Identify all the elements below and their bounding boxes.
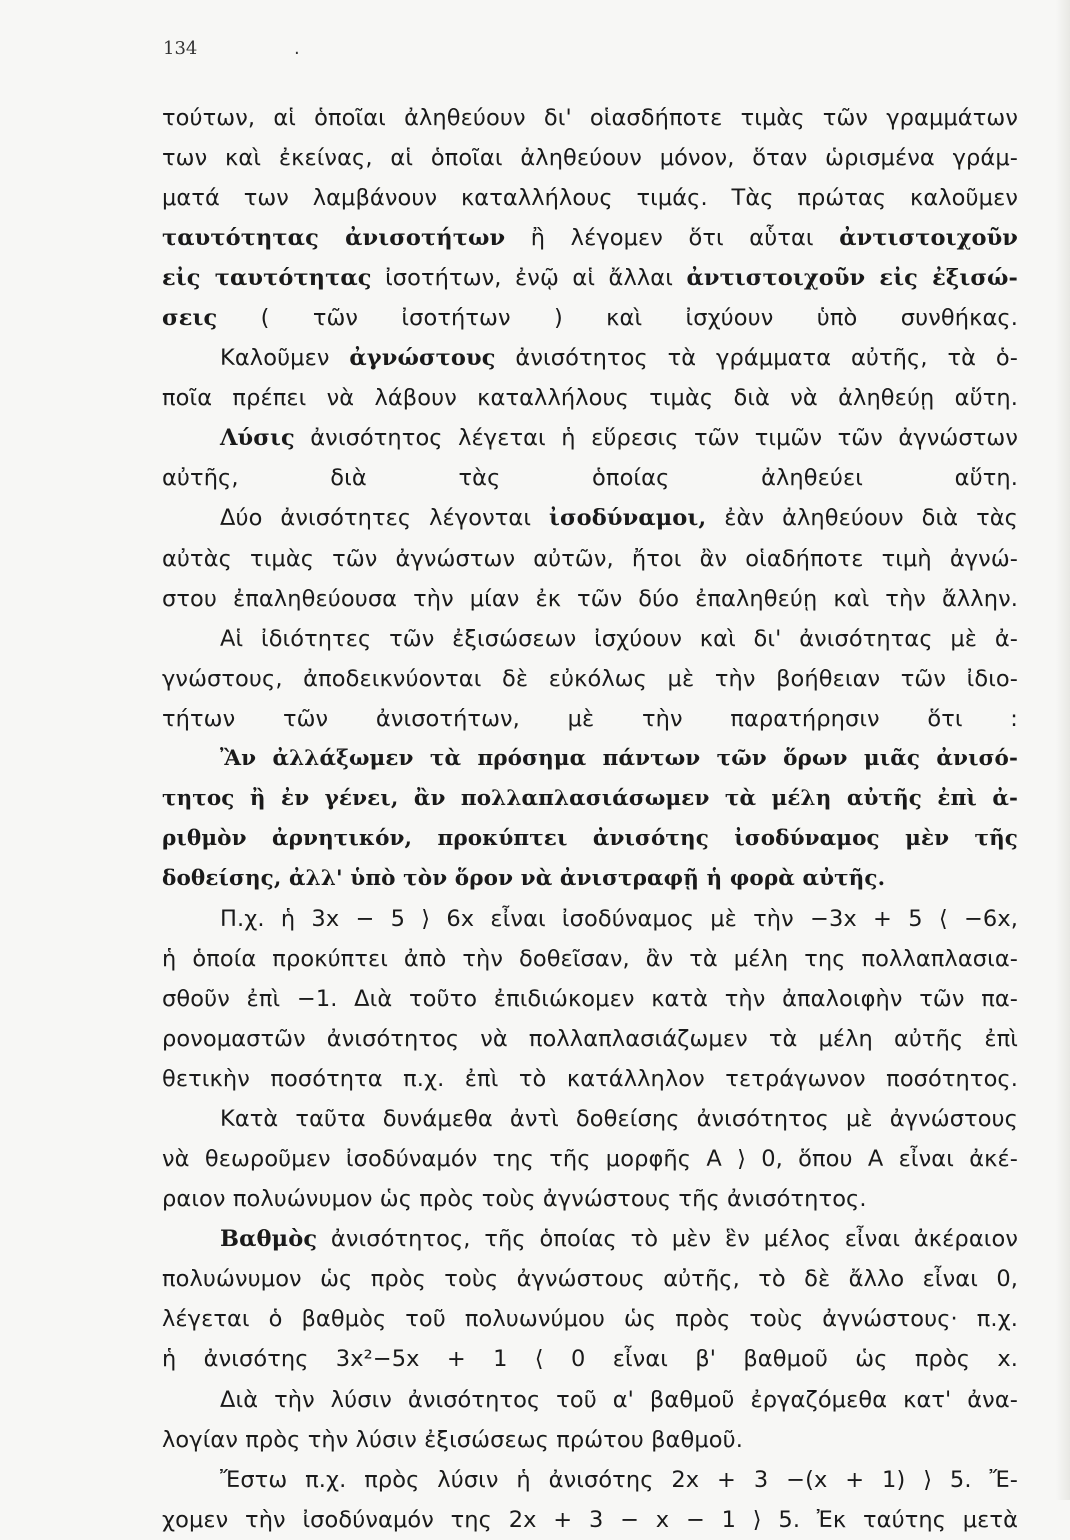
text-line [162, 1179, 1018, 1219]
text-segment: ἡ ἀνισότης 3x²−5x + 1 ⟨ 0 εἶναι β' βαθμοῦ ὡς πρὸς x. [162, 1346, 1018, 1373]
text-segment: χομεν τὴν ἰσοδύναμόν της 2x + 3 − x − 1 ⟩ 5. Ἐκ ταύτης μετὰ [162, 1506, 1018, 1533]
bold-term: Λύσις [220, 425, 295, 452]
text-segment: Καλοῦμεν [220, 345, 350, 372]
text-segment: ἀνισότητος τὰ γράμματα αὐτῆς, τὰ ὁ- [495, 345, 1018, 372]
text-line [162, 218, 1018, 258]
text-segment: θετικὴν ποσότητα π.χ. ἐπὶ τὸ κατάλληλον τετράγωνον ποσότητος. [162, 1066, 1018, 1093]
text-line [162, 1219, 1018, 1259]
text-segment: σθοῦν ἐπὶ −1. Διὰ τοῦτο ἐπιδιώκομεν κατὰ τὴν ἀπαλοιφὴν τῶν πα- [162, 986, 1018, 1013]
text-segment: λογίαν πρὸς τὴν λύσιν ἐξισώσεως πρώτου βαθμοῦ. [162, 1426, 743, 1453]
text-segment: νὰ θεωροῦμεν ἰσοδύναμόν της τῆς μορφῆς Α ⟩ 0, ὅπου Α εἶναι ἀκέ- [162, 1146, 1018, 1173]
text-segment: τήτων τῶν ἀνισοτήτων, μὲ τὴν παρατήρησιν ὅτι : [162, 705, 1018, 732]
bold-term: ἀντιστοιχοῦν εἰς ἐξισώ- [686, 265, 1018, 292]
text-line [162, 1019, 1018, 1059]
text-segment: ραιον πολυώνυμον ὡς πρὸς τοὺς ἀγνώστους τῆς ἀνισότητος. [162, 1186, 867, 1213]
text-line [162, 579, 1018, 619]
text-line [162, 1339, 1018, 1379]
text-line [162, 859, 1018, 899]
bold-term: ἀντιστοιχοῦν [839, 225, 1018, 252]
text-line [162, 98, 1018, 138]
text-line [162, 138, 1018, 178]
text-segment: στου ἐπαληθεύουσα τὴν μίαν ἐκ τῶν δύο ἐπαληθεύῃ καὶ τὴν ἄλλην. [162, 585, 1018, 612]
text-segment: πολυώνυμον ὡς πρὸς τοὺς ἀγνώστους αὐτῆς, τὸ δὲ ἄλλο εἶναι 0, [162, 1266, 1018, 1293]
page-number: 134 [163, 38, 198, 59]
text-segment: των καὶ ἐκείνας, αἱ ὁποῖαι ἀληθεύουν μόνον, ὅταν ὡρισμένα γράμ- [162, 145, 1018, 172]
text-segment: Ἔστω π.χ. πρὸς λύσιν ἡ ἀνισότης 2x + 3 −(x + 1) ⟩ 5. Ἔ- [220, 1466, 1018, 1493]
text-segment: τούτων, αἱ ὁποῖαι ἀληθεύουν δι' οἱασδήποτε τιμὰς τῶν γραμμάτων [162, 105, 1018, 131]
text-segment: ρονομαστῶν ἀνισότητος νὰ πολλαπλασιάζωμεν τὰ μέλη αὐτῆς ἐπὶ [162, 1026, 1018, 1053]
text-line [162, 418, 1018, 458]
text-segment: αὐτὰς τιμὰς τῶν ἀγνώστων αὐτῶν, ἤτοι ἂν οἱαδήποτε τιμὴ ἀγνώ- [162, 545, 1018, 572]
text-line [162, 939, 1018, 979]
bold-term: εἰς ταυτότητας [162, 265, 372, 292]
bold-term: Βαθμὸς [220, 1226, 318, 1253]
text-line [162, 619, 1018, 659]
bold-term: ἰσοδύναμοι, [549, 505, 707, 532]
text-segment: Κατὰ ταῦτα δυνάμεθα ἀντὶ δοθείσης ἀνισότητος μὲ ἀγνώστους [220, 1106, 1018, 1133]
text-line [162, 1299, 1018, 1339]
bold-term: ριθμὸν ἀρνητικόν, προκύπτει ἀνισότης ἰσοδύναμος μὲν τῆς [162, 825, 1018, 851]
text-line [162, 1139, 1018, 1179]
text-line [162, 979, 1018, 1019]
text-line [162, 1059, 1018, 1099]
text-segment: ἢ λέγομεν ὅτι αὗται [505, 225, 840, 252]
text-line [162, 739, 1018, 779]
text-line [162, 338, 1018, 378]
text-line [162, 699, 1018, 739]
text-line [162, 258, 1018, 298]
text-segment: Αἱ ἰδιότητες τῶν ἐξισώσεων ἰσχύουν καὶ δι' ἀνισότητας μὲ ἀ- [220, 625, 1018, 652]
text-line [162, 458, 1018, 498]
text-segment: ἰσοτήτων, ἐνῷ αἱ ἄλλαι [371, 265, 687, 292]
text-line [162, 819, 1018, 859]
text-segment: ( τῶν ἰσοτήτων ) καὶ ἰσχύουν ὑπὸ συνθήκας. [217, 305, 1018, 332]
text-line [162, 779, 1018, 819]
text-segment: ἐὰν ἀληθεύουν διὰ τὰς [706, 505, 1018, 532]
text-line [162, 298, 1018, 338]
text-line [162, 659, 1018, 699]
text-line [162, 539, 1018, 579]
text-line [162, 498, 1018, 538]
text-line [162, 1380, 1018, 1420]
bold-term: δοθείσης, ἀλλ' ὑπὸ τὸν ὅρον νὰ ἀνιστραφῇ ἡ φορὰ αὐτῆς. [162, 865, 886, 891]
bold-term: τητος ἢ ἐν γένει, ἂν πολλαπλασιάσωμεν τὰ μέλη αὐτῆς ἐπὶ ἀ- [162, 785, 1018, 811]
text-body [162, 98, 1018, 1540]
text-segment: ποῖα πρέπει νὰ λάβουν καταλλήλους τιμὰς διὰ νὰ ἀληθεύῃ αὕτη. [162, 385, 1018, 412]
text-segment: ἡ ὁποία προκύπτει ἀπὸ τὴν δοθεῖσαν, ἂν τὰ μέλη της πολλαπλασια- [162, 945, 1018, 972]
text-segment: Π.χ. ἡ 3x − 5 ⟩ 6x εἶναι ἰσοδύναμος μὲ τὴν −3x + 5 ⟨ −6x, [220, 905, 1018, 932]
text-line [162, 178, 1018, 218]
text-segment: ματά των λαμβάνουν καταλλήλους τιμάς. Τὰς πρώτας καλοῦμεν [162, 185, 1018, 212]
bold-term: Ἂν ἀλλάξωμεν τὰ πρόσημα πάντων τῶν ὅρων μιᾶς ἀνισό- [220, 745, 1018, 771]
text-line [162, 1259, 1018, 1299]
text-segment: γνώστους, ἀποδεικνύονται δὲ εὐκόλως μὲ τὴν βοήθειαν τῶν ἰδιο- [162, 665, 1018, 692]
text-line [162, 1500, 1018, 1540]
text-segment: Δύο ἀνισότητες λέγονται [220, 505, 549, 532]
text-line [162, 899, 1018, 939]
text-line [162, 1460, 1018, 1500]
text-segment: ἀνισότητος, τῆς ὁποίας τὸ μὲν ἓν μέλος εἶναι ἀκέραιον [317, 1226, 1018, 1253]
bold-term: ἀγνώστους [349, 345, 496, 372]
text-segment: λέγεται ὁ βαθμὸς τοῦ πολυωνύμου ὡς πρὸς τοὺς ἀγνώστους· π.χ. [162, 1306, 1018, 1333]
text-line [162, 1420, 1018, 1460]
text-line [162, 378, 1018, 418]
text-segment: ἀνισότητος λέγεται ἡ εὕρεσις τῶν τιμῶν τῶν ἀγνώστων [294, 425, 1018, 452]
scan-edge-shade [1056, 0, 1070, 1500]
header-dot: . [294, 38, 300, 59]
text-line [162, 1099, 1018, 1139]
bold-term: σεις [162, 305, 218, 332]
bold-term: ταυτότητας ἀνισοτήτων [162, 225, 506, 252]
text-segment: αὐτῆς, διὰ τὰς ὁποίας ἀληθεύει αὕτη. [162, 465, 1018, 492]
text-segment: Διὰ τὴν λύσιν ἀνισότητος τοῦ α' βαθμοῦ ἐργαζόμεθα κατ' ἀνα- [220, 1386, 1018, 1413]
